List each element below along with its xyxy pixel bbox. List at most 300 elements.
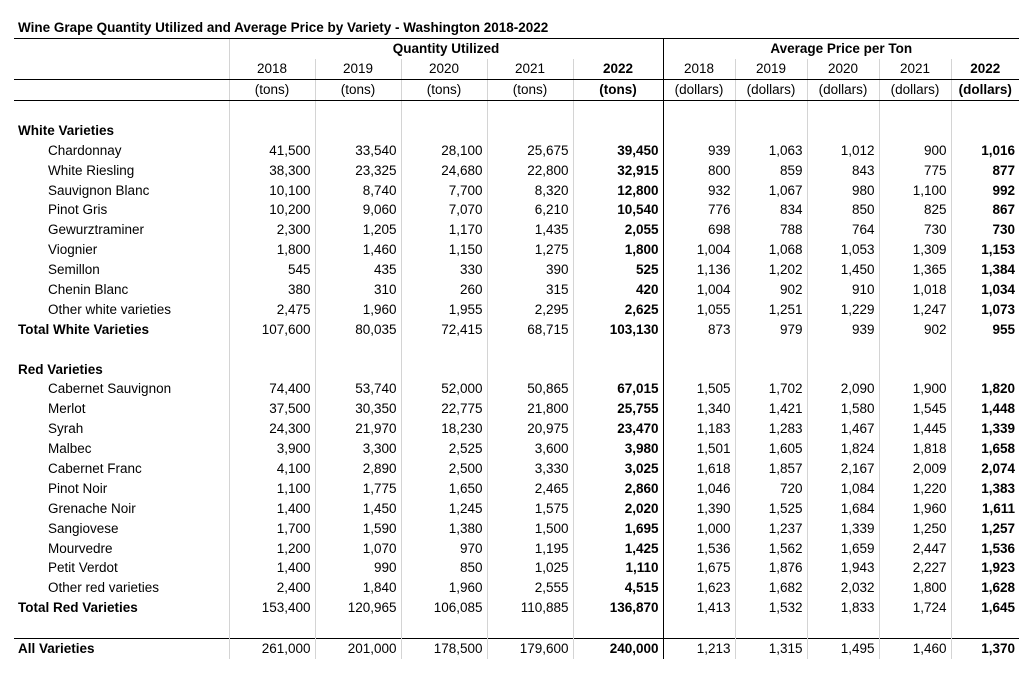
quantity-cell[interactable]: 18,230: [401, 419, 487, 439]
blank-cell[interactable]: [487, 120, 573, 140]
row-label[interactable]: Petit Verdot: [14, 558, 229, 578]
blank-cell[interactable]: [951, 618, 1019, 638]
price-cell[interactable]: 1,067: [735, 180, 807, 200]
quantity-cell[interactable]: 9,060: [315, 200, 401, 220]
row-label[interactable]: Semillon: [14, 260, 229, 280]
blank-cell[interactable]: [14, 100, 229, 120]
price-cell[interactable]: 775: [879, 160, 951, 180]
blank-cell[interactable]: [807, 100, 879, 120]
price-cell[interactable]: 1,004: [663, 280, 735, 300]
price-cell[interactable]: 1,229: [807, 299, 879, 319]
row-label[interactable]: Grenache Noir: [14, 498, 229, 518]
price-cell[interactable]: 1,383: [981, 480, 1015, 496]
blank-cell[interactable]: [14, 79, 229, 100]
price-cell[interactable]: 1,460: [879, 638, 951, 658]
quantity-cell[interactable]: 3,600: [487, 439, 573, 459]
quantity-cell[interactable]: 3,300: [315, 439, 401, 459]
quantity-cell[interactable]: 1,245: [401, 498, 487, 518]
price-cell[interactable]: 939: [663, 140, 735, 160]
price-cell[interactable]: 1,702: [735, 379, 807, 399]
section-header[interactable]: Red Varieties: [14, 359, 229, 379]
price-cell[interactable]: 788: [735, 220, 807, 240]
quantity-cell[interactable]: 74,400: [229, 379, 315, 399]
price-cell[interactable]: 1,800: [879, 578, 951, 598]
price-cell[interactable]: 1,960: [879, 498, 951, 518]
quantity-cell[interactable]: 8,320: [487, 180, 573, 200]
blank-cell[interactable]: [735, 339, 807, 359]
price-cell[interactable]: 910: [807, 280, 879, 300]
price-cell[interactable]: 1,467: [807, 419, 879, 439]
price-cell[interactable]: 1,413: [663, 598, 735, 618]
quantity-cell[interactable]: 3,330: [487, 459, 573, 479]
row-label[interactable]: Sangiovese: [14, 518, 229, 538]
blank-cell[interactable]: [14, 38, 229, 58]
price-cell[interactable]: 1,824: [807, 439, 879, 459]
quantity-cell[interactable]: 1,380: [401, 518, 487, 538]
blank-cell[interactable]: [879, 618, 951, 638]
price-cell[interactable]: 1,390: [663, 498, 735, 518]
quantity-cell[interactable]: 1,195: [487, 538, 573, 558]
price-cell[interactable]: 1,251: [735, 299, 807, 319]
price-cell[interactable]: 859: [735, 160, 807, 180]
price-cell[interactable]: 776: [663, 200, 735, 220]
price-cell[interactable]: 764: [807, 220, 879, 240]
quantity-cell[interactable]: 22,800: [487, 160, 573, 180]
year-header[interactable]: 2018: [229, 59, 315, 79]
blank-cell[interactable]: [735, 100, 807, 120]
quantity-cell[interactable]: 153,400: [229, 598, 315, 618]
unit-header[interactable]: (tons): [401, 79, 487, 100]
price-cell[interactable]: 1,073: [981, 301, 1015, 317]
price-cell[interactable]: 1,645: [981, 600, 1015, 616]
price-cell[interactable]: 1,283: [735, 419, 807, 439]
price-cell[interactable]: 1,628: [981, 580, 1015, 596]
year-header[interactable]: 2022: [951, 59, 1019, 79]
row-label[interactable]: White Riesling: [14, 160, 229, 180]
quantity-cell[interactable]: 7,070: [401, 200, 487, 220]
quantity-cell[interactable]: 1,800: [229, 240, 315, 260]
quantity-cell[interactable]: 240,000: [573, 638, 663, 658]
quantity-cell[interactable]: 50,865: [487, 379, 573, 399]
row-label[interactable]: Gewurztraminer: [14, 220, 229, 240]
price-cell[interactable]: 1,448: [981, 401, 1015, 417]
year-header[interactable]: 2019: [315, 59, 401, 79]
quantity-cell[interactable]: 10,200: [229, 200, 315, 220]
quantity-cell[interactable]: 420: [573, 280, 663, 300]
quantity-cell[interactable]: 12,800: [573, 180, 663, 200]
price-cell[interactable]: 1,818: [879, 439, 951, 459]
price-cell[interactable]: 902: [735, 280, 807, 300]
price-cell[interactable]: 1,900: [879, 379, 951, 399]
quantity-cell[interactable]: 21,800: [487, 399, 573, 419]
quantity-cell[interactable]: 24,300: [229, 419, 315, 439]
price-cell[interactable]: 1,068: [735, 240, 807, 260]
quantity-cell[interactable]: 4,515: [573, 578, 663, 598]
quantity-cell[interactable]: 32,915: [573, 160, 663, 180]
price-cell[interactable]: 1,857: [735, 459, 807, 479]
quantity-cell[interactable]: 23,470: [573, 419, 663, 439]
row-label[interactable]: Mourvedre: [14, 538, 229, 558]
price-cell[interactable]: 1,315: [735, 638, 807, 658]
quantity-cell[interactable]: 10,100: [229, 180, 315, 200]
quantity-cell[interactable]: 37,500: [229, 399, 315, 419]
quantity-cell[interactable]: 1,025: [487, 558, 573, 578]
blank-cell[interactable]: [951, 100, 1019, 120]
price-cell[interactable]: 1,370: [951, 638, 1019, 658]
price-cell[interactable]: 979: [735, 319, 807, 339]
quantity-cell[interactable]: 435: [315, 260, 401, 280]
quantity-cell[interactable]: 3,900: [229, 439, 315, 459]
price-cell[interactable]: 1,623: [663, 578, 735, 598]
blank-cell[interactable]: [401, 100, 487, 120]
price-cell[interactable]: 900: [879, 140, 951, 160]
quantity-cell[interactable]: 1,800: [573, 240, 663, 260]
price-cell[interactable]: 932: [663, 180, 735, 200]
row-label[interactable]: Merlot: [14, 399, 229, 419]
price-cell[interactable]: 1,605: [735, 439, 807, 459]
quantity-cell[interactable]: 1,960: [315, 299, 401, 319]
price-cell[interactable]: 730: [992, 222, 1015, 238]
unit-header[interactable]: (dollars): [879, 79, 951, 100]
quantity-cell[interactable]: 1,575: [487, 498, 573, 518]
blank-cell[interactable]: [229, 339, 315, 359]
row-label[interactable]: Malbec: [14, 439, 229, 459]
price-cell[interactable]: 1,339: [981, 421, 1015, 437]
section-header[interactable]: White Varieties: [14, 120, 229, 140]
price-cell[interactable]: 1,247: [879, 299, 951, 319]
blank-cell[interactable]: [401, 339, 487, 359]
row-label[interactable]: Pinot Gris: [14, 200, 229, 220]
quantity-cell[interactable]: 107,600: [229, 319, 315, 339]
price-cell[interactable]: 1,943: [807, 558, 879, 578]
unit-header[interactable]: (tons): [487, 79, 573, 100]
price-cell[interactable]: 1,257: [981, 520, 1015, 536]
quantity-cell[interactable]: 22,775: [401, 399, 487, 419]
quantity-cell[interactable]: 2,890: [315, 459, 401, 479]
quantity-cell[interactable]: 3,980: [573, 439, 663, 459]
quantity-cell[interactable]: 2,525: [401, 439, 487, 459]
price-cell[interactable]: 877: [992, 162, 1015, 178]
quantity-cell[interactable]: 2,625: [573, 299, 663, 319]
price-cell[interactable]: 1,220: [879, 478, 951, 498]
row-label[interactable]: Total White Varieties: [14, 319, 229, 339]
price-cell[interactable]: 2,009: [879, 459, 951, 479]
quantity-cell[interactable]: 310: [315, 280, 401, 300]
quantity-cell[interactable]: 1,460: [315, 240, 401, 260]
blank-cell[interactable]: [487, 339, 573, 359]
price-cell[interactable]: 1,000: [663, 518, 735, 538]
blank-cell[interactable]: [735, 120, 807, 140]
unit-header[interactable]: (tons): [573, 79, 663, 100]
quantity-cell[interactable]: 67,015: [573, 379, 663, 399]
price-cell[interactable]: 834: [735, 200, 807, 220]
price-cell[interactable]: 1,525: [735, 498, 807, 518]
quantity-cell[interactable]: 2,020: [573, 498, 663, 518]
row-label[interactable]: Cabernet Sauvignon: [14, 379, 229, 399]
year-header[interactable]: 2018: [663, 59, 735, 79]
price-cell[interactable]: 939: [807, 319, 879, 339]
price-cell[interactable]: 1,545: [879, 399, 951, 419]
blank-cell[interactable]: [487, 618, 573, 638]
price-cell[interactable]: 1,384: [981, 262, 1015, 278]
price-cell[interactable]: 1,684: [807, 498, 879, 518]
blank-cell[interactable]: [14, 618, 229, 638]
year-header[interactable]: 2020: [807, 59, 879, 79]
quantity-cell[interactable]: 1,070: [315, 538, 401, 558]
price-cell[interactable]: 902: [879, 319, 951, 339]
blank-cell[interactable]: [663, 100, 735, 120]
price-cell[interactable]: 825: [879, 200, 951, 220]
quantity-cell[interactable]: 38,300: [229, 160, 315, 180]
blank-cell[interactable]: [315, 618, 401, 638]
blank-cell[interactable]: [807, 120, 879, 140]
year-header[interactable]: 2022: [573, 59, 663, 79]
blank-cell[interactable]: [315, 120, 401, 140]
quantity-cell[interactable]: 970: [401, 538, 487, 558]
quantity-cell[interactable]: 2,500: [401, 459, 487, 479]
price-cell[interactable]: 2,447: [879, 538, 951, 558]
blank-cell[interactable]: [663, 120, 735, 140]
price-cell[interactable]: 1,611: [981, 500, 1015, 516]
blank-cell[interactable]: [573, 359, 663, 379]
quantity-cell[interactable]: 1,955: [401, 299, 487, 319]
quantity-cell[interactable]: 1,205: [315, 220, 401, 240]
price-cell[interactable]: 1,658: [981, 441, 1015, 457]
quantity-cell[interactable]: 201,000: [315, 638, 401, 658]
quantity-cell[interactable]: 380: [229, 280, 315, 300]
quantity-cell[interactable]: 10,540: [573, 200, 663, 220]
blank-cell[interactable]: [573, 618, 663, 638]
blank-cell[interactable]: [229, 618, 315, 638]
quantity-cell[interactable]: 1,110: [573, 558, 663, 578]
quantity-cell[interactable]: 2,475: [229, 299, 315, 319]
price-cell[interactable]: 1,100: [879, 180, 951, 200]
price-cell[interactable]: 1,055: [663, 299, 735, 319]
quantity-cell[interactable]: 8,740: [315, 180, 401, 200]
price-cell[interactable]: 1,034: [981, 282, 1015, 298]
row-label[interactable]: Cabernet Franc: [14, 459, 229, 479]
quantity-cell[interactable]: 261,000: [229, 638, 315, 658]
quantity-cell[interactable]: 120,965: [315, 598, 401, 618]
row-label[interactable]: Viognier: [14, 240, 229, 260]
table-title[interactable]: Wine Grape Quantity Utilized and Average Price by Variety - Washington 2018-2022: [14, 18, 1019, 38]
quantity-cell[interactable]: 136,870: [573, 598, 663, 618]
price-cell[interactable]: 1,532: [735, 598, 807, 618]
quantity-cell[interactable]: 390: [487, 260, 573, 280]
blank-cell[interactable]: [663, 618, 735, 638]
price-cell[interactable]: 980: [807, 180, 879, 200]
quantity-cell[interactable]: 1,500: [487, 518, 573, 538]
quantity-cell[interactable]: 525: [573, 260, 663, 280]
unit-header[interactable]: (tons): [315, 79, 401, 100]
blank-cell[interactable]: [951, 339, 1019, 359]
price-cell[interactable]: 1,018: [879, 280, 951, 300]
blank-cell[interactable]: [573, 339, 663, 359]
quantity-cell[interactable]: 260: [401, 280, 487, 300]
blank-cell[interactable]: [315, 100, 401, 120]
row-label[interactable]: Other white varieties: [14, 299, 229, 319]
price-cell[interactable]: 1,365: [879, 260, 951, 280]
quantity-cell[interactable]: 990: [315, 558, 401, 578]
quantity-cell[interactable]: 30,350: [315, 399, 401, 419]
row-label[interactable]: Total Red Varieties: [14, 598, 229, 618]
blank-cell[interactable]: [487, 100, 573, 120]
quantity-cell[interactable]: 178,500: [401, 638, 487, 658]
price-cell[interactable]: 1,682: [735, 578, 807, 598]
price-cell[interactable]: 1,450: [807, 260, 879, 280]
price-cell[interactable]: 1,063: [735, 140, 807, 160]
quantity-cell[interactable]: 1,400: [229, 558, 315, 578]
blank-cell[interactable]: [807, 359, 879, 379]
quantity-cell[interactable]: 106,085: [401, 598, 487, 618]
price-cell[interactable]: 2,167: [807, 459, 879, 479]
price-cell[interactable]: 1,580: [807, 399, 879, 419]
quantity-cell[interactable]: 1,400: [229, 498, 315, 518]
blank-cell[interactable]: [401, 120, 487, 140]
blank-cell[interactable]: [315, 339, 401, 359]
blank-cell[interactable]: [14, 59, 229, 79]
price-cell[interactable]: 1,501: [663, 439, 735, 459]
price-cell[interactable]: 1,237: [735, 518, 807, 538]
quantity-group-header[interactable]: Quantity Utilized: [229, 38, 663, 58]
quantity-cell[interactable]: 33,540: [315, 140, 401, 160]
price-cell[interactable]: 1,562: [735, 538, 807, 558]
price-cell[interactable]: 1,153: [981, 242, 1015, 258]
blank-cell[interactable]: [807, 339, 879, 359]
quantity-cell[interactable]: 545: [229, 260, 315, 280]
year-header[interactable]: 2020: [401, 59, 487, 79]
quantity-cell[interactable]: 25,755: [573, 399, 663, 419]
price-cell[interactable]: 873: [663, 319, 735, 339]
blank-cell[interactable]: [487, 359, 573, 379]
quantity-cell[interactable]: 1,590: [315, 518, 401, 538]
price-cell[interactable]: 867: [992, 202, 1015, 218]
quantity-cell[interactable]: 20,975: [487, 419, 573, 439]
row-label[interactable]: Syrah: [14, 419, 229, 439]
price-cell[interactable]: 992: [992, 182, 1015, 198]
quantity-cell[interactable]: 3,025: [573, 459, 663, 479]
price-cell[interactable]: 955: [992, 321, 1015, 337]
blank-cell[interactable]: [573, 100, 663, 120]
price-cell[interactable]: 843: [807, 160, 879, 180]
price-cell[interactable]: 1,876: [735, 558, 807, 578]
quantity-cell[interactable]: 28,100: [401, 140, 487, 160]
quantity-cell[interactable]: 21,970: [315, 419, 401, 439]
price-cell[interactable]: 1,820: [981, 381, 1015, 397]
quantity-cell[interactable]: 53,740: [315, 379, 401, 399]
price-cell[interactable]: 2,032: [807, 578, 879, 598]
price-cell[interactable]: 1,012: [807, 140, 879, 160]
price-cell[interactable]: 1,505: [663, 379, 735, 399]
quantity-cell[interactable]: 2,055: [573, 220, 663, 240]
quantity-cell[interactable]: 1,150: [401, 240, 487, 260]
quantity-cell[interactable]: 1,650: [401, 478, 487, 498]
blank-cell[interactable]: [807, 618, 879, 638]
price-cell[interactable]: 1,339: [807, 518, 879, 538]
quantity-cell[interactable]: 39,450: [573, 140, 663, 160]
price-cell[interactable]: 1,053: [807, 240, 879, 260]
blank-cell[interactable]: [229, 359, 315, 379]
price-cell[interactable]: 1,536: [663, 538, 735, 558]
row-label[interactable]: Other red varieties: [14, 578, 229, 598]
price-cell[interactable]: 730: [879, 220, 951, 240]
blank-cell[interactable]: [879, 100, 951, 120]
price-cell[interactable]: 1,004: [663, 240, 735, 260]
quantity-cell[interactable]: 2,465: [487, 478, 573, 498]
price-cell[interactable]: 1,833: [807, 598, 879, 618]
blank-cell[interactable]: [229, 120, 315, 140]
price-cell[interactable]: 800: [663, 160, 735, 180]
quantity-cell[interactable]: 1,695: [573, 518, 663, 538]
blank-cell[interactable]: [229, 100, 315, 120]
price-cell[interactable]: 2,074: [981, 461, 1015, 477]
row-label[interactable]: Pinot Noir: [14, 478, 229, 498]
price-cell[interactable]: 1,724: [879, 598, 951, 618]
price-cell[interactable]: 1,923: [981, 560, 1015, 576]
quantity-cell[interactable]: 1,435: [487, 220, 573, 240]
unit-header[interactable]: (dollars): [735, 79, 807, 100]
quantity-cell[interactable]: 52,000: [401, 379, 487, 399]
row-label[interactable]: Chardonnay: [14, 140, 229, 160]
quantity-cell[interactable]: 2,555: [487, 578, 573, 598]
price-cell[interactable]: 1,659: [807, 538, 879, 558]
blank-cell[interactable]: [401, 359, 487, 379]
price-cell[interactable]: 1,084: [807, 478, 879, 498]
quantity-cell[interactable]: 1,775: [315, 478, 401, 498]
blank-cell[interactable]: [663, 359, 735, 379]
price-cell[interactable]: 1,340: [663, 399, 735, 419]
quantity-cell[interactable]: 41,500: [229, 140, 315, 160]
price-cell[interactable]: 1,618: [663, 459, 735, 479]
blank-cell[interactable]: [14, 339, 229, 359]
blank-cell[interactable]: [315, 359, 401, 379]
row-label[interactable]: Sauvignon Blanc: [14, 180, 229, 200]
year-header[interactable]: 2019: [735, 59, 807, 79]
quantity-cell[interactable]: 1,200: [229, 538, 315, 558]
blank-cell[interactable]: [663, 339, 735, 359]
price-cell[interactable]: 1,536: [981, 540, 1015, 556]
price-cell[interactable]: 1,250: [879, 518, 951, 538]
quantity-cell[interactable]: 1,100: [229, 478, 315, 498]
quantity-cell[interactable]: 2,300: [229, 220, 315, 240]
price-cell[interactable]: 1,495: [807, 638, 879, 658]
blank-cell[interactable]: [951, 120, 1019, 140]
quantity-cell[interactable]: 1,170: [401, 220, 487, 240]
quantity-cell[interactable]: 72,415: [401, 319, 487, 339]
unit-header[interactable]: (dollars): [951, 79, 1019, 100]
price-cell[interactable]: 720: [735, 478, 807, 498]
quantity-cell[interactable]: 1,960: [401, 578, 487, 598]
unit-header[interactable]: (dollars): [807, 79, 879, 100]
price-cell[interactable]: 1,136: [663, 260, 735, 280]
quantity-cell[interactable]: 179,600: [487, 638, 573, 658]
row-label[interactable]: Chenin Blanc: [14, 280, 229, 300]
year-header[interactable]: 2021: [879, 59, 951, 79]
price-group-header[interactable]: Average Price per Ton: [770, 41, 913, 57]
price-cell[interactable]: 698: [663, 220, 735, 240]
blank-cell[interactable]: [879, 359, 951, 379]
price-cell[interactable]: 1,046: [663, 478, 735, 498]
quantity-cell[interactable]: 4,100: [229, 459, 315, 479]
quantity-cell[interactable]: 2,400: [229, 578, 315, 598]
quantity-cell[interactable]: 2,860: [573, 478, 663, 498]
quantity-cell[interactable]: 23,325: [315, 160, 401, 180]
price-cell[interactable]: 1,421: [735, 399, 807, 419]
blank-cell[interactable]: [735, 618, 807, 638]
price-cell[interactable]: 850: [807, 200, 879, 220]
blank-cell[interactable]: [401, 618, 487, 638]
unit-header[interactable]: (tons): [229, 79, 315, 100]
